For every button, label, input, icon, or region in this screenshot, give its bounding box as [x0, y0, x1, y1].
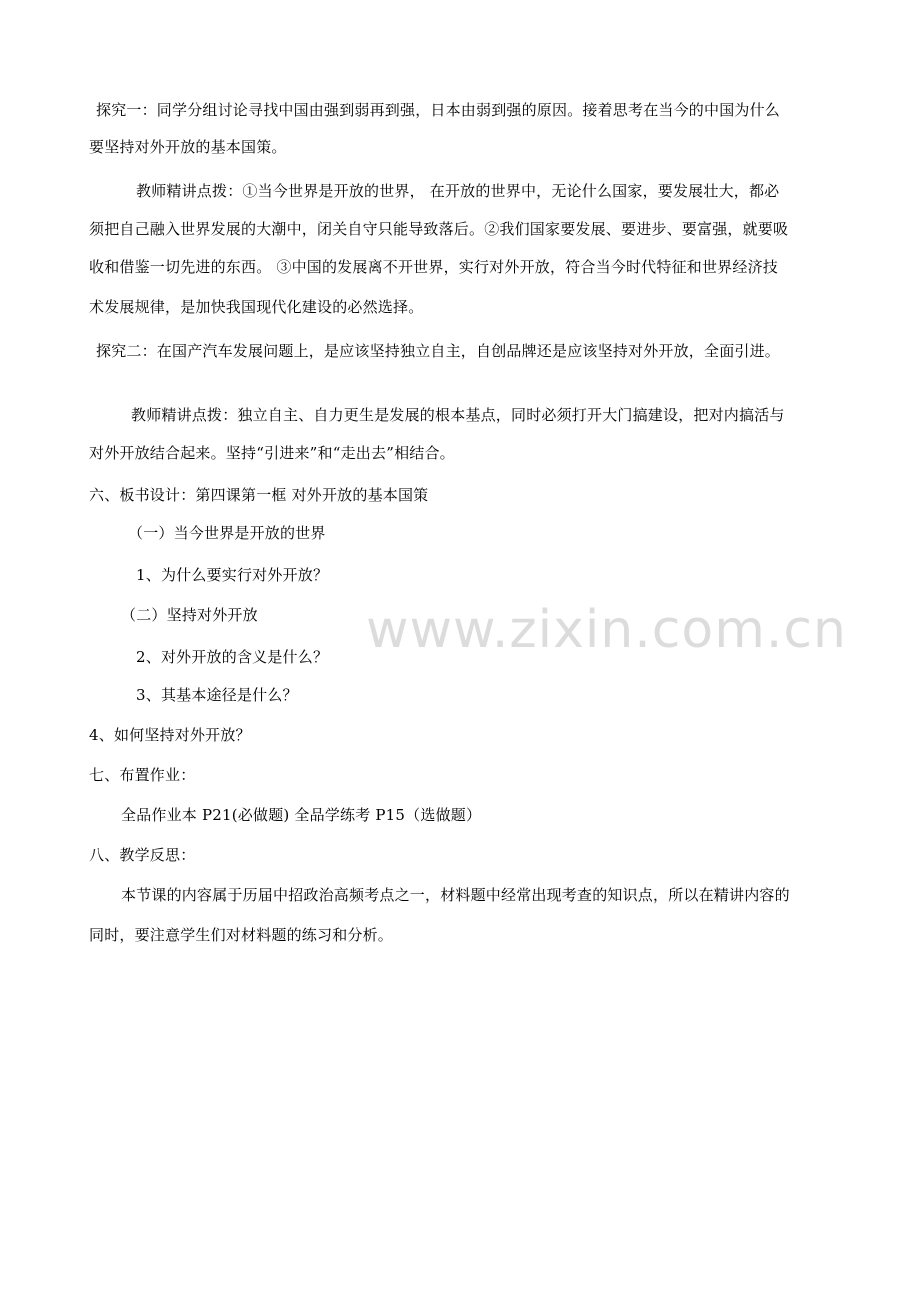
- board-item: （一）当今世界是开放的世界: [128, 524, 326, 542]
- board-item: 4、如何坚持对外开放？: [89, 726, 251, 744]
- tip1-line4: 术发展规律，是加快我国现代化建设的必然选择。: [89, 298, 424, 316]
- watermark: www.zixin.com.cn: [366, 600, 847, 660]
- board-item: 2、对外开放的含义是什么？: [136, 648, 329, 666]
- tip2-line1: 教师精讲点拨：独立自主、自力更生是发展的根本基点，同时必须打开大门搞建设，把对内搞活与: [131, 406, 785, 424]
- reflection-line1: 本节课的内容属于历届中招政治高频考点之一，材料题中经常出现考查的知识点，所以在精讲内容的: [121, 886, 790, 904]
- reflection-heading: 八、教学反思：: [89, 846, 196, 864]
- homework-content: 全品作业本 P21(必做题) 全品学练考 P15（选做题）: [121, 806, 482, 824]
- board-heading: 六、板书设计：第四课第一框 对外开放的基本国策: [89, 486, 429, 504]
- explore1-line2: 要坚持对外开放的基本国策。: [89, 138, 287, 156]
- tip1-line3: 收和借鉴一切先进的东西。 ③中国的发展离不开世界，实行对外开放，符合当今时代特征和世界经济技: [89, 258, 778, 276]
- board-item: （二）坚持对外开放: [121, 606, 258, 624]
- tip1-line1: 教师精讲点拨：①当今世界是开放的世界， 在开放的世界中，无论什么国家，要发展壮大，都必: [136, 182, 780, 200]
- homework-heading: 七、布置作业：: [89, 766, 196, 784]
- board-item: 1、为什么要实行对外开放？: [136, 566, 329, 584]
- board-item: 3、其基本途径是什么？: [136, 686, 298, 704]
- explore2-line1: 探究二：在国产汽车发展问题上，是应该坚持独立自主，自创品牌还是应该坚持对外开放，全面引进。: [96, 342, 781, 360]
- explore1-line1: 探究一：同学分组讨论寻找中国由强到弱再到强，日本由弱到强的原因。接着思考在当今的中国为什么: [96, 101, 781, 119]
- tip1-line2: 须把自己融入世界发展的大潮中，闭关自守只能导致落后。②我们国家要发展、要进步、要富强，就要吸: [89, 220, 789, 238]
- tip2-line2: 对外开放结合起来。坚持“引进来”和“走出去”相结合。: [89, 444, 455, 462]
- reflection-line2: 同时，要注意学生们对材料题的练习和分析。: [89, 926, 394, 944]
